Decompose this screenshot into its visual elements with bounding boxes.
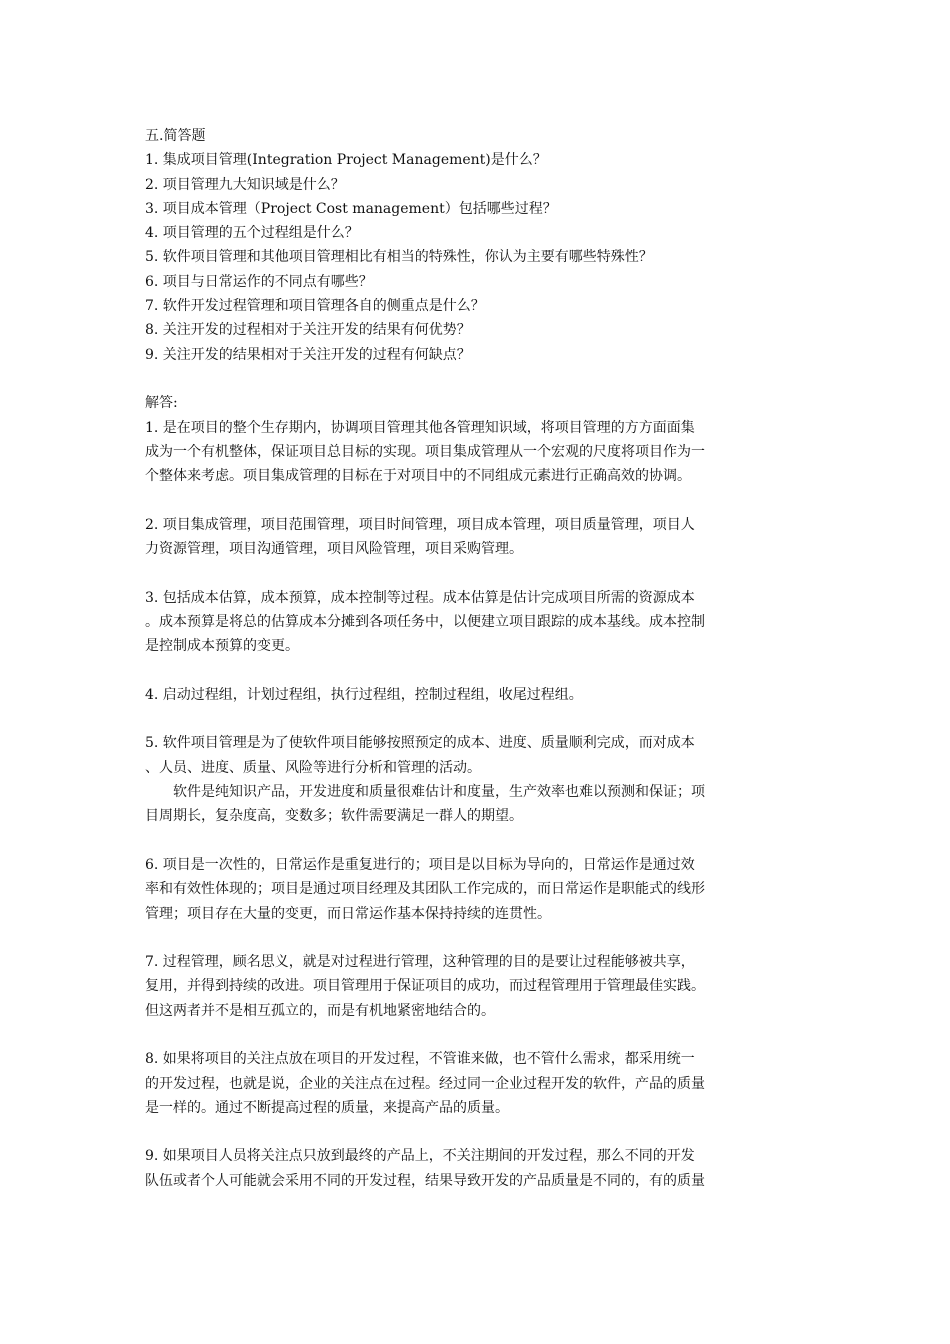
answer-4 xyxy=(145,683,795,707)
question-item: 4. 项目管理的五个过程组是什么？ xyxy=(145,225,359,242)
answer-line: 是控制成本预算的变更。 xyxy=(145,638,299,655)
document-body xyxy=(145,124,795,1193)
answer-line: 队伍或者个人可能就会采用不同的开发过程，结果导致开发的产品质量是不同的，有的质量 xyxy=(145,1172,705,1189)
answer-6 xyxy=(145,853,795,926)
question-item: 5. 软件项目管理和其他项目管理相比有相当的特殊性，你认为主要有哪些特殊性？ xyxy=(145,249,653,266)
answers-title: 解答: xyxy=(145,395,178,412)
answer-line: 目周期长，复杂度高，变数多；软件需要满足一群人的期望。 xyxy=(145,808,523,825)
answer-1 xyxy=(145,416,795,489)
answer-line: 1. 是在项目的整个生存期内，协调项目管理其他各管理知识域，将项目管理的方方面面集 xyxy=(145,419,695,436)
question-item: 6. 项目与日常运作的不同点有哪些？ xyxy=(145,273,373,290)
answer-3 xyxy=(145,586,795,659)
answer-line: 3. 包括成本估算，成本预算，成本控制等过程。成本估算是估计完成项目所需的资源成本 xyxy=(145,589,695,606)
answer-line: 5. 软件项目管理是为了使软件项目能够按照预定的成本、进度、质量顺利完成，而对成本 xyxy=(145,735,695,752)
answer-2 xyxy=(145,513,795,562)
question-list xyxy=(145,148,795,367)
answer-line: 力资源管理，项目沟通管理，项目风险管理，项目采购管理。 xyxy=(145,541,523,558)
answer-line: 7. 过程管理，顾名思义，就是对过程进行管理，这种管理的目的是要让过程能够被共享， xyxy=(145,954,695,971)
question-item: 9. 关注开发的结果相对于关注开发的过程有何缺点？ xyxy=(145,346,471,363)
question-item: 3. 项目成本管理（Project Cost management）包括哪些过程？ xyxy=(145,200,557,217)
question-item: 1. 集成项目管理(Integration Project Management)是什么？ xyxy=(145,152,547,169)
answer-line: 8. 如果将项目的关注点放在项目的开发过程，不管谁来做，也不管什么需求，都采用统一 xyxy=(145,1051,695,1068)
answer-9 xyxy=(145,1144,795,1193)
answer-line: 软件是纯知识产品，开发进度和质量很难估计和度量，生产效率也难以预测和保证；项 xyxy=(173,784,705,801)
answer-line: 个整体来考虑。项目集成管理的目标在于对项目中的不同组成元素进行正确高效的协调。 xyxy=(145,468,691,485)
answer-8 xyxy=(145,1047,795,1120)
question-item: 8. 关注开发的过程相对于关注开发的结果有何优势？ xyxy=(145,322,471,339)
answer-line: 。成本预算是将总的估算成本分摊到各项任务中，以便建立项目跟踪的成本基线。成本控制 xyxy=(145,613,705,630)
answer-line: 复用，并得到持续的改进。项目管理用于保证项目的成功，而过程管理用于管理最佳实践。 xyxy=(145,978,705,995)
answer-line: 、人员、进度、质量、风险等进行分析和管理的活动。 xyxy=(145,759,481,776)
answer-line: 率和有效性体现的；项目是通过项目经理及其团队工作完成的，而日常运作是职能式的线形 xyxy=(145,881,705,898)
answer-7 xyxy=(145,950,795,1023)
answer-line: 但这两者并不是相互孤立的，而是有机地紧密地结合的。 xyxy=(145,1002,495,1019)
answer-line: 是一样的。通过不断提高过程的质量，来提高产品的质量。 xyxy=(145,1099,509,1116)
question-item: 2. 项目管理九大知识域是什么？ xyxy=(145,176,345,193)
answer-5 xyxy=(145,731,795,828)
answer-line: 2. 项目集成管理，项目范围管理，项目时间管理，项目成本管理，项目质量管理，项目人 xyxy=(145,516,695,533)
answer-line: 的开发过程，也就是说，企业的关注点在过程。经过同一企业过程开发的软件，产品的质量 xyxy=(145,1075,705,1092)
question-item: 7. 软件开发过程管理和项目管理各自的侧重点是什么？ xyxy=(145,298,485,315)
answer-line: 管理；项目存在大量的变更，而日常运作基本保持持续的连贯性。 xyxy=(145,905,551,922)
answer-line: 成为一个有机整体，保证项目总目标的实现。项目集成管理从一个宏观的尺度将项目作为一 xyxy=(145,443,705,460)
answer-line: 4. 启动过程组，计划过程组，执行过程组，控制过程组，收尾过程组。 xyxy=(145,686,583,703)
section-title: 五.简答题 xyxy=(145,128,206,144)
answer-line: 9. 如果项目人员将关注点只放到最终的产品上，不关注期间的开发过程，那么不同的开发 xyxy=(145,1148,695,1165)
answer-line: 6. 项目是一次性的，日常运作是重复进行的；项目是以目标为导向的，日常运作是通过效 xyxy=(145,856,695,873)
